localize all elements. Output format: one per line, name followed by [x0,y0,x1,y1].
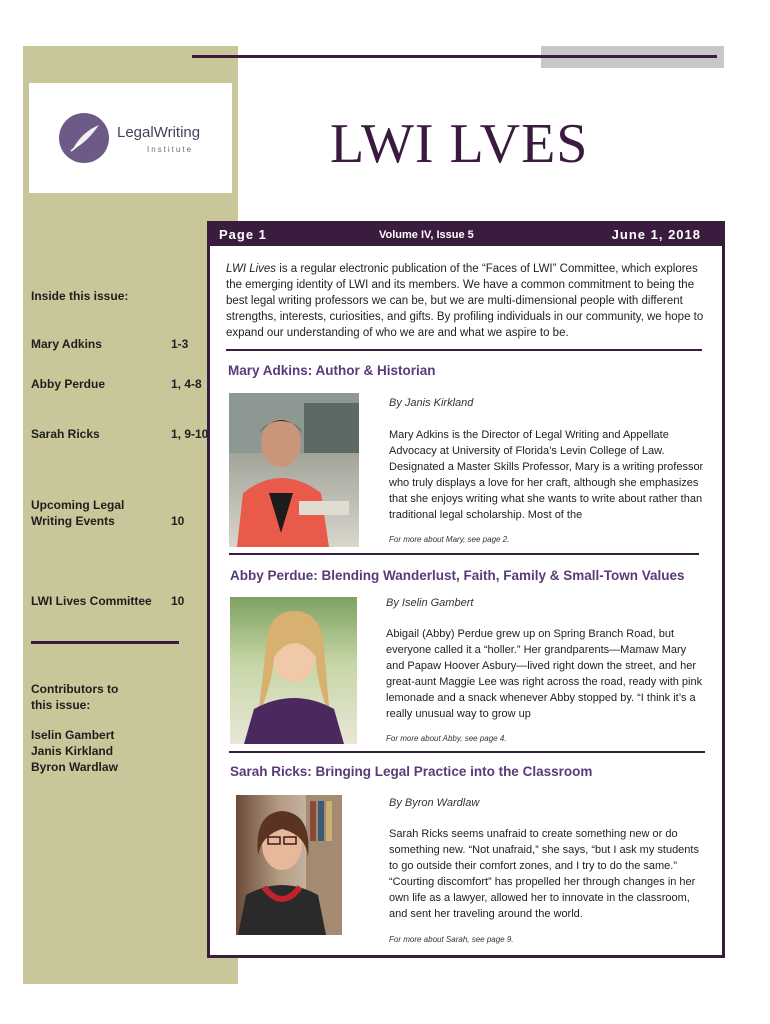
contributors-heading-line2: this issue: [31,698,91,712]
photo-mary-adkins [229,393,359,547]
contributor-name: Janis Kirkland [31,744,114,758]
logo-wordmark: LegalWriting [117,124,201,141]
article-body-mary: Mary Adkins is the Director of Legal Writing and Appellate Advocacy at University of Florida’s Levin College of Law. Designated a Master Skills Professor, Mary is a writing professor who truly displays a love for her craft, although she emphasizes that she enjoys writing what she wants to write about rather than traditional legal scholarship. Most of the [389,429,704,521]
byline-abby: By Iselin Gambert [386,597,474,609]
inside-issue-heading: Inside this issue: [31,289,129,303]
section-divider [229,553,699,555]
volume-issue: Volume IV, Issue 5 [379,229,474,241]
section-divider [229,751,705,753]
article-body-sarah: Sarah Ricks seems unafraid to create something new or do something new. “Not unafraid,” she says, “but I ask my students to go outside their comfort zones, and I try to do the same.” “Courting discomfort” has propelled her through changes in her own life as a lawyer, allowed her to innovate in the classroom, and sent her traveling around the world. [389,828,699,920]
toc-item-sarah[interactable]: Sarah Ricks [31,427,100,441]
top-rule [192,55,717,58]
more-link-abby[interactable]: For more about Abby, see page 4. [386,734,507,743]
intro-text: is a regular electronic publication of the “Faces of LWI” Committee, which explores the emerging identity of LWI and its members. We have a common commitment to being the best legal writing professors we can be, but we are multi-dimensional people with different strengths, interests, curiosities, and gifts. By profiling individuals in our community, we hope to expand our understanding of who we are and what we aspire to be. [226,263,704,339]
issue-date: June 1, 2018 [611,227,701,242]
page-number: Page 1 [219,227,267,242]
intro-publication-name: LWI Lives [226,263,277,275]
toc-item-mary[interactable]: Mary Adkins [31,337,102,351]
toc-pages-events: 10 [171,514,185,528]
article-title-sarah: Sarah Ricks: Bringing Legal Practice into the Classroom [230,764,593,779]
photo-sarah-ricks [236,795,342,935]
article-title-mary: Mary Adkins: Author & Historian [228,363,436,378]
newsletter-title: LWI LVES [330,113,589,175]
more-link-mary[interactable]: For more about Mary, see page 2. [389,535,510,544]
photo-abby-perdue [230,597,357,744]
contributor-name: Byron Wardlaw [31,760,118,774]
toc-item-committee[interactable]: LWI Lives Committee [31,594,152,608]
more-link-sarah[interactable]: For more about Sarah, see page 9. [389,935,514,944]
lwi-logo [29,83,232,193]
issue-header-bar [207,221,725,246]
byline-mary: By Janis Kirkland [389,397,474,409]
article-body-abby: Abigail (Abby) Perdue grew up on Spring Branch Road, but everyone called it a “holler.” Her grandparents—Mamaw Mary and Papaw Hoover Asbury—lived right down the street, and her great-aunt Maggie Lee was right across the road, ready with pink lemonade and a snack whenever Abby stopped by. “I think it’s a really unusual way to grow up [386,628,703,720]
toc-item-events-line2[interactable]: Writing Events [31,514,115,528]
intro-paragraph [226,261,714,341]
toc-pages-mary: 1-3 [171,337,189,351]
contributors-heading-line1: Contributors to [31,682,119,696]
toc-item-events-line1[interactable]: Upcoming Legal [31,498,125,512]
logo-subtitle: Institute [147,145,194,154]
sidebar-divider [31,641,179,644]
byline-sarah: By Byron Wardlaw [389,797,480,809]
toc-pages-committee: 10 [171,594,185,608]
contributor-name: Iselin Gambert [31,728,115,742]
toc-pages-sarah: 1, 9-10 [171,427,209,441]
toc-pages-abby: 1, 4-8 [171,377,202,391]
article-title-abby: Abby Perdue: Blending Wanderlust, Faith, Family & Small-Town Values [230,568,685,583]
section-divider [226,349,702,351]
quill-logo-icon [59,113,109,163]
toc-item-abby[interactable]: Abby Perdue [31,377,106,391]
